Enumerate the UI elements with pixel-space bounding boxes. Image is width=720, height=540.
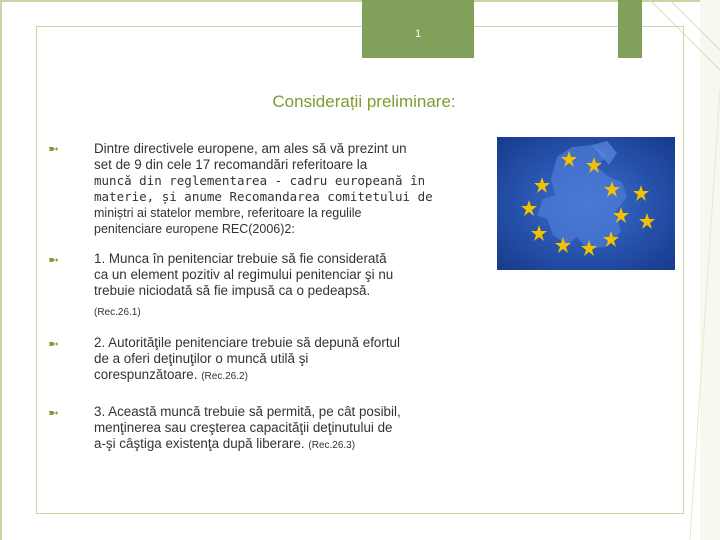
bullet-arrow-icon: ➼ — [48, 336, 59, 351]
bullet-4-line-text: a-şi câştiga existenţa după liberare. — [94, 436, 305, 451]
frame-left-line — [0, 0, 2, 540]
bullet-4-reference: (Rec.26.3) — [308, 440, 356, 451]
bullet-3-line-text: corespunzătoare. — [94, 367, 198, 382]
accent-bar — [618, 0, 642, 58]
bullet-arrow-icon: ➼ — [48, 141, 59, 156]
bullet-3-line: de a oferi deţinuţilor o muncă utilă şi — [94, 351, 309, 366]
bullet-1-line: Dintre directivele europene, am ales să vă prezint un — [94, 141, 407, 156]
bullet-2-reference: (Rec.26.1) — [94, 307, 141, 318]
slide-title: Considerații preliminare: — [272, 92, 456, 111]
bullet-2-line: ca un element pozitiv al regimului penitenciar şi nu — [94, 267, 394, 282]
bullet-1-line: miniștri ai statelor membre, referitoare la regulile — [94, 206, 362, 220]
bullet-1-line: penitenciare europene REC(2006)2: — [94, 222, 295, 236]
bullet-4-line: 3. Această muncă trebuie să permită, pe cât posibil, — [94, 404, 401, 419]
bullet-2-line: trebuie niciodată să fie impusă ca o pedeapsă. — [94, 283, 371, 298]
frame-top-line — [0, 0, 720, 2]
bullet-4-line — [94, 436, 401, 454]
bullet-arrow-icon: ➼ — [48, 405, 59, 420]
bullet-3-text — [94, 335, 400, 385]
bullet-3-line — [94, 367, 400, 385]
eu-map-flag-image — [497, 137, 675, 270]
bullet-2-line: 1. Munca în penitenciar trebuie să fie considerată — [94, 251, 387, 266]
bullet-4-line: menţinerea sau creşterea capacităţii deţinutului de — [94, 420, 393, 435]
bullet-1-line: muncă din reglementarea - cadru europeană în — [94, 173, 426, 188]
bullet-arrow-icon: ➼ — [48, 252, 59, 267]
bullet-1-line: set de 9 din cele 17 recomandări referitoare la — [94, 157, 368, 172]
bullet-4-text — [94, 404, 401, 454]
slide-number: 1 — [362, 0, 474, 58]
bullet-2-text — [94, 251, 393, 321]
bullet-1-line: materie, și anume Recomandarea comitetului de — [94, 189, 433, 204]
bullet-3-line: 2. Autorităţile penitenciare trebuie să depună efortul — [94, 335, 400, 350]
bullet-1-text — [94, 141, 433, 237]
bullet-3-reference: (Rec.26.2) — [201, 371, 248, 382]
